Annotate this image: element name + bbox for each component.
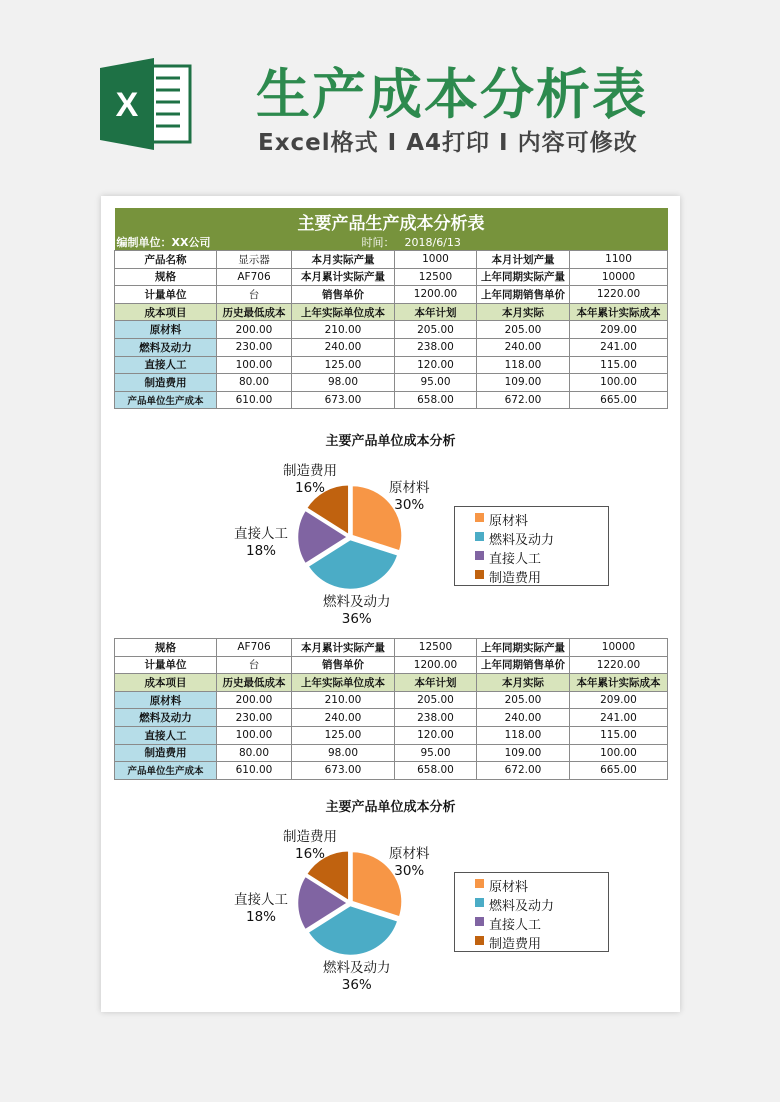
table-row: 燃料及动力 230.00 240.00 238.00 240.00 241.00 bbox=[115, 338, 668, 356]
cost-table-main bbox=[114, 208, 668, 409]
pie-label-yuancailiao: 原材料 30% bbox=[389, 846, 430, 879]
chart-title: 主要产品单位成本分析 bbox=[325, 800, 456, 815]
pie-label-rengong: 直接人工 18% bbox=[234, 892, 288, 925]
cost-header-row: 成本项目 历史最低成本 上年实际单位成本 本年计划 本月实际 本年累计实际成本 bbox=[115, 674, 668, 692]
table-row: 规格 AF706 本月累计实际产量 12500 上年同期实际产量 10000 bbox=[115, 268, 668, 286]
company-label: 编制单位：XX公司 bbox=[115, 234, 292, 251]
table-row: 原材料 200.00 210.00 205.00 205.00 209.00 bbox=[115, 691, 668, 709]
legend-item: 原材料 bbox=[489, 876, 528, 895]
cost-table-repeat bbox=[114, 638, 668, 780]
legend-item: 燃料及动力 bbox=[489, 895, 554, 914]
pie-label-zhizao: 制造费用 16% bbox=[283, 463, 337, 496]
table-row: 直接人工 100.00 125.00 120.00 118.00 115.00 bbox=[115, 726, 668, 744]
pie-label-ranliao: 燃料及动力 36% bbox=[323, 960, 391, 993]
table-row: 原材料 200.00 210.00 205.00 205.00 209.00 bbox=[115, 321, 668, 339]
page-subtitle: Excel格式 I A4打印 I 内容可修改 bbox=[258, 130, 638, 156]
cost-header-row: 成本项目 历史最低成本 上年实际单位成本 本年计划 本月实际 本年累计实际成本 bbox=[115, 303, 668, 321]
table-info-row bbox=[115, 234, 668, 251]
time-value: 2018/6/13 bbox=[395, 234, 570, 251]
chart-legend bbox=[454, 872, 609, 952]
pie-chart-2 bbox=[101, 796, 680, 1006]
legend-item: 直接人工 bbox=[489, 548, 541, 567]
table-title-row bbox=[115, 208, 668, 234]
table-row: 产品单位生产成本 610.00 673.00 658.00 672.00 665.00 bbox=[115, 762, 668, 780]
excel-logo-icon bbox=[98, 58, 198, 150]
legend-item: 原材料 bbox=[489, 510, 528, 529]
page-title: 生产成本分析表 bbox=[256, 63, 648, 126]
legend-item: 制造费用 bbox=[489, 933, 541, 952]
chart-legend bbox=[454, 506, 609, 586]
pie-chart-1 bbox=[101, 430, 680, 640]
pie-label-ranliao: 燃料及动力 36% bbox=[323, 594, 391, 627]
table-row: 产品名称 显示器 本月实际产量 1000 本月计划产量 1100 bbox=[115, 251, 668, 269]
table-row: 直接人工 100.00 125.00 120.00 118.00 115.00 bbox=[115, 356, 668, 374]
legend-item: 制造费用 bbox=[489, 567, 541, 586]
table-row: 制造费用 80.00 98.00 95.00 109.00 100.00 bbox=[115, 374, 668, 392]
table-row: 计量单位 台 销售单价 1200.00 上年同期销售单价 1220.00 bbox=[115, 656, 668, 674]
legend-item: 燃料及动力 bbox=[489, 529, 554, 548]
pie-label-zhizao: 制造费用 16% bbox=[283, 829, 337, 862]
spreadsheet-page bbox=[101, 196, 680, 1012]
time-label: 时间： bbox=[292, 234, 395, 251]
pie-label-yuancailiao: 原材料 30% bbox=[389, 480, 430, 513]
table-row: 燃料及动力 230.00 240.00 238.00 240.00 241.00 bbox=[115, 709, 668, 727]
table-row: 规格 AF706 本月累计实际产量 12500 上年同期实际产量 10000 bbox=[115, 639, 668, 657]
pie-label-rengong: 直接人工 18% bbox=[234, 526, 288, 559]
table-row: 产品单位生产成本 610.00 673.00 658.00 672.00 665.00 bbox=[115, 391, 668, 409]
table-row: 制造费用 80.00 98.00 95.00 109.00 100.00 bbox=[115, 744, 668, 762]
logo-letter: X bbox=[115, 86, 139, 124]
table-row: 计量单位 台 销售单价 1200.00 上年同期销售单价 1220.00 bbox=[115, 286, 668, 304]
legend-item: 直接人工 bbox=[489, 914, 541, 933]
table-title: 主要产品生产成本分析表 bbox=[115, 208, 668, 234]
chart-title: 主要产品单位成本分析 bbox=[325, 434, 456, 449]
page-header bbox=[0, 0, 780, 200]
